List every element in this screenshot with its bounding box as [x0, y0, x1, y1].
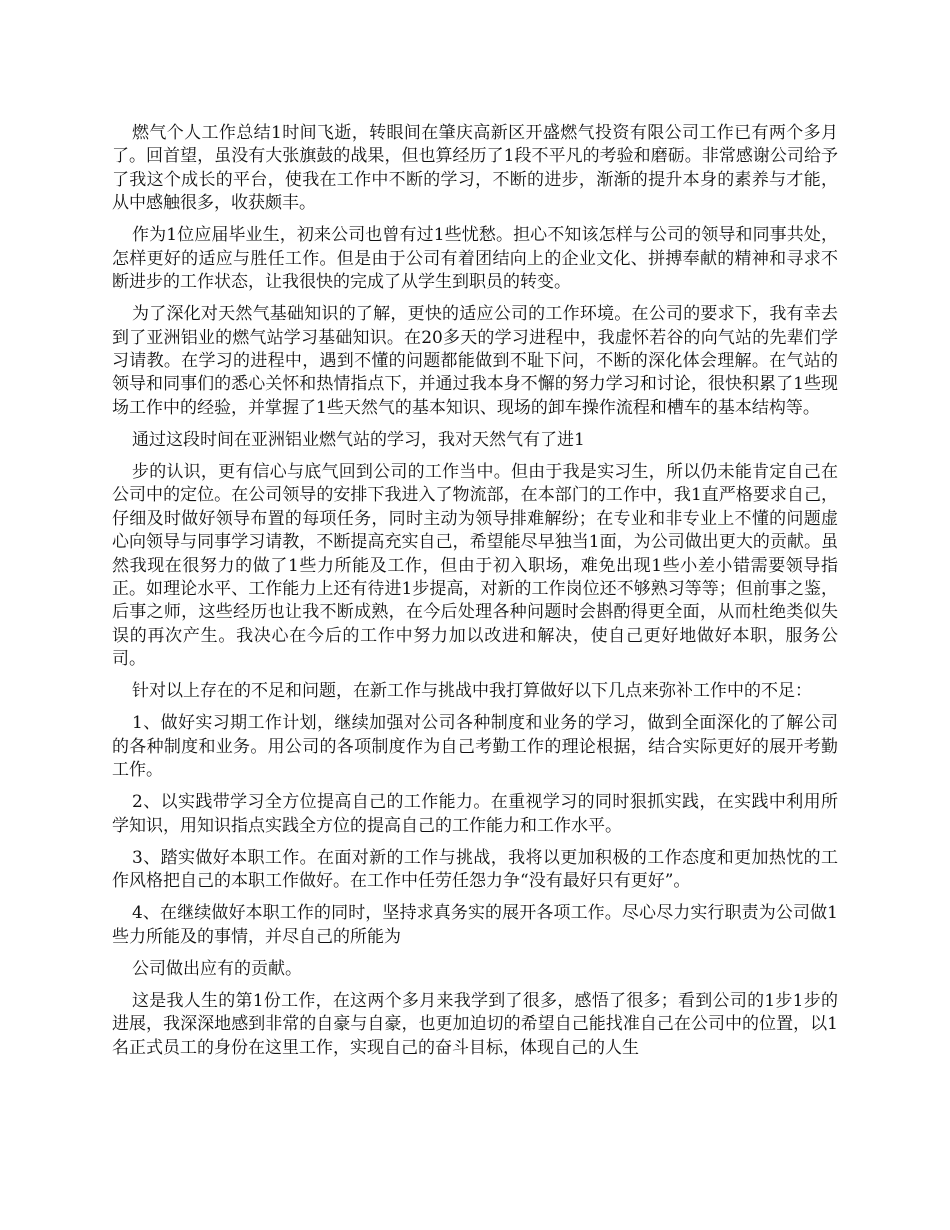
paragraph-improvement-plan: 针对以上存在的不足和问题，在新工作与挑战中我打算做好以下几点来弥补工作中的不足： [132, 681, 812, 702]
plan-item-4: 4、在继续做好本职工作的同时，坚持求真务实的展开各项工作。尽心尽力实行职责为公司做1些力所能及的事情，并尽自己的所能为 [112, 903, 838, 947]
paragraph-intro: 燃气个人工作总结1时间飞逝，转眼间在肇庆高新区开盛燃气投资有限公司工作已有两个多月了。回首望，虽没有大张旗鼓的战果，但也算经历了1段不平凡的考验和磨砺。非常感谢公司给予了我这个成长的平台，使我在工作中不断的学习，不断的进步，渐渐的提升本身的素养与才能，从中感触很多，收获颇丰。 [112, 123, 838, 214]
paragraph-conclusion: 这是我人生的第1份工作，在这两个多月来我学到了很多，感悟了很多；看到公司的1步1步的进展，我深深地感到非常的自豪与自豪，也更加迫切的希望自己能找准自己在公司中的位置，以1名正式员工的身份在这里工作，实现自己的奋斗目标，体现自己的人生 [112, 990, 838, 1058]
document-page [112, 122, 838, 1069]
paragraph-logistics-work: 步的认识，更有信心与底气回到公司的工作当中。但由于我是实习生，所以仍未能肯定自己在公司中的定位。在公司领导的安排下我进入了物流部，在本部门的工作中，我1直严格要求自己，仔细及时做好领导布置的每项任务，同时主动为领导排难解纷；在专业和非专业上不懂的问题虚心向领导与同事学习请教，不断提高充实自己，希望能尽早独当1面，为公司做出更大的贡献。虽然我现在很努力的做了1些力所能及工作，但由于初入职场，难免出现1些小差小错需要领导指正。如理论水平、工作能力上还有待进1步提高，对新的工作岗位还不够熟习等等；但前事之鉴，后事之师，这些经历也让我不断成熟，在今后处理各种问题时会斟酌得更全面，从而杜绝类似失误的再次产生。我决心在今后的工作中努力加以改进和解决，使自己更好地做好本职，服务公司。 [112, 462, 838, 670]
plan-item-1: 1、做好实习期工作计划，继续加强对公司各种制度和业务的学习，做到全面深化的了解公司的各种制度和业务。用公司的各项制度作为自己考勤工作的理论根据，结合实际更好的展开考勤工作。 [112, 713, 838, 781]
plan-item-2: 2、以实践带学习全方位提高自己的工作能力。在重视学习的同时狠抓实践，在实践中利用所学知识，用知识指点实践全方位的提高自己的工作能力和工作水平。 [112, 792, 838, 836]
paragraph-gas-station-study: 为了深化对天然气基础知识的了解，更快的适应公司的工作环境。在公司的要求下，我有幸去到了亚洲铝业的燃气站学习基础知识。在20多天的学习进程中，我虚怀若谷的向气站的先辈们学习请教。在学习的进程中，遇到不懂的问题都能做到不耻下问，不断的深化体会理解。在气站的领导和同事们的悉心关怀和热情指点下，并通过我本身不懈的努力学习和讨论，很快积累了1些现场工作中的经验，并掌握了1些天然气的基本知识、现场的卸车操作流程和槽车的基本结构等。 [112, 304, 838, 418]
paragraph-study-result: 通过这段时间在亚洲铝业燃气站的学习，我对天然气有了进1 [132, 429, 585, 450]
plan-item-4-continued: 公司做出应有的贡献。 [132, 958, 302, 979]
paragraph-new-graduate: 作为1位应届毕业生，初来公司也曾有过1些忧愁。担心不知该怎样与公司的领导和同事共处，怎样更好的适应与胜任工作。但是由于公司有着团结向上的企业文化、拼搏奉献的精神和寻求不断进步的工作状态，让我很快的完成了从学生到职员的转变。 [112, 225, 838, 293]
plan-item-3: 3、踏实做好本职工作。在面对新的工作与挑战，我将以更加积极的工作态度和更加热忱的工作风格把自己的本职工作做好。在工作中任劳任怨力争“没有最好只有更好”。 [112, 847, 838, 892]
